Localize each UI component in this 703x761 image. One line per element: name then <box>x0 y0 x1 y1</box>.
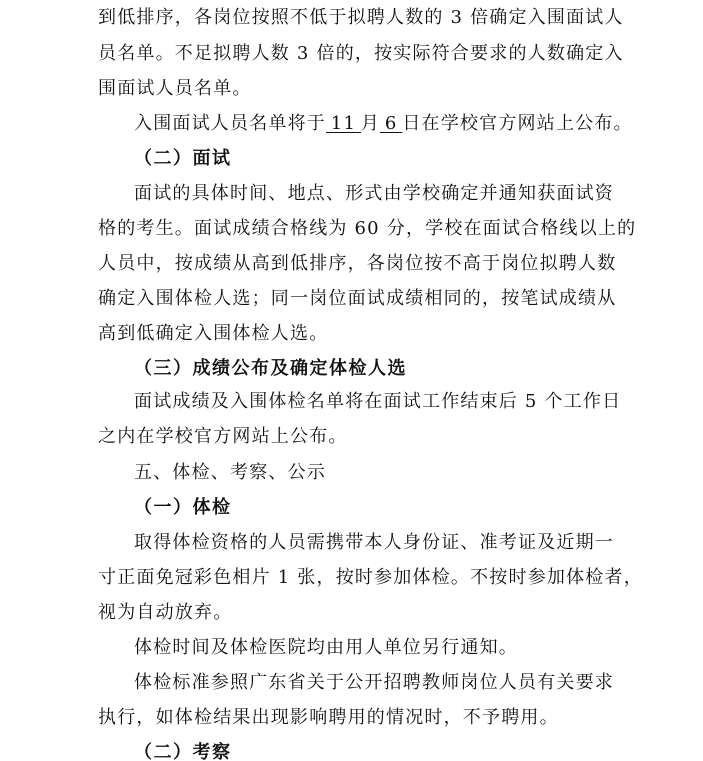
paragraph-line: 视为自动放弃。 <box>98 602 233 623</box>
section-heading: （一）体检 <box>134 497 232 518</box>
paragraph-line: 员名单。不足拟聘人数 3 倍的，按实际符合要求的人数确定入 <box>98 43 624 64</box>
paragraph-line: 执行，如体检结果出现影响聘用的情况时，不予聘用。 <box>98 707 559 728</box>
paragraph-line: 之内在学校官方网站上公布。 <box>98 426 348 447</box>
paragraph-line: 到低排序，各岗位按照不低于拟聘人数的 3 倍确定入围面试人 <box>98 7 624 28</box>
paragraph-line: 面试的具体时间、地点、形式由学校确定并通知获面试资 <box>134 183 614 204</box>
paragraph-line: 人员中，按成绩从高到低排序，各岗位按不高于岗位拟聘人数 <box>98 253 617 274</box>
paragraph-line: 高到低确定入围体检人选。 <box>98 323 329 344</box>
chapter-heading: 五、体检、考察、公示 <box>134 462 326 483</box>
section-heading: （二）考察 <box>134 742 232 761</box>
text-segment: 日在学校官方网站上公布。 <box>402 113 633 134</box>
announcement-date-line <box>134 110 633 138</box>
day-blank: 6 <box>384 113 398 134</box>
paragraph-line: 体检标准参照广东省关于公开招聘教师岗位人员有关要求 <box>134 672 614 693</box>
section-heading: （三）成绩公布及确定体检人选 <box>134 358 407 379</box>
paragraph-line: 格的考生。面试成绩合格线为 60 分，学校在面试合格线以上的 <box>98 218 637 239</box>
text-segment: 月 <box>360 113 381 134</box>
paragraph-line: 寸正面免冠彩色相片 1 张，按时参加体检。不按时参加体检者， <box>98 567 643 588</box>
paragraph-line: 面试成绩及入围体检名单将在面试工作结束后 5 个工作日 <box>134 391 622 412</box>
paragraph-line: 围面试人员名单。 <box>98 78 252 99</box>
month-blank: 11 <box>330 113 357 134</box>
section-heading: （二）面试 <box>134 148 232 169</box>
text-segment: 入围面试人员名单将于 <box>134 113 326 134</box>
paragraph-line: 体检时间及体检医院均由用人单位另行通知。 <box>134 637 518 658</box>
paragraph-line: 确定入围体检人选；同一岗位面试成绩相同的，按笔试成绩从 <box>98 288 617 309</box>
paragraph-line: 取得体检资格的人员需携带本人身份证、准考证及近期一 <box>134 532 614 553</box>
